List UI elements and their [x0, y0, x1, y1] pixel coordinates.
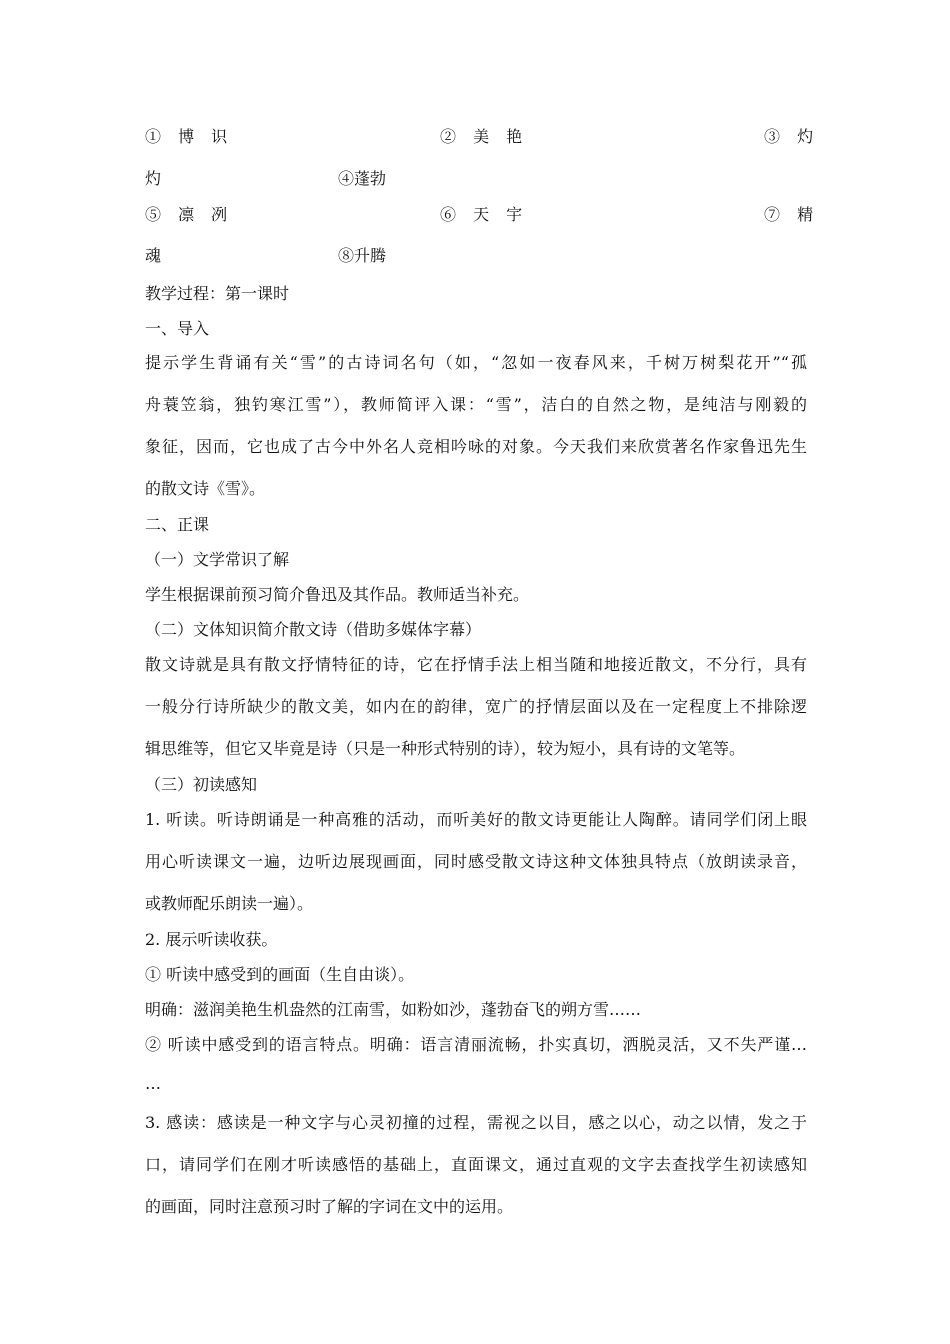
section-heading-main: 二、正课 [145, 515, 210, 534]
paragraph-line: 提示学生背诵有关“雪”的古诗词名句（如，“忽如一夜春风来，千树万树梨花开”“孤 [145, 353, 807, 372]
paragraph-line: 口，请同学们在刚才听读感悟的基础上，直面课文，通过直观的文字去查找学生初读感知 [145, 1155, 807, 1174]
paragraph-line: 2. 展示听读收获。 [145, 930, 278, 949]
paragraph-line: 散文诗就是具有散文抒情特征的诗，它在抒情手法上相当随和地接近散文，不分行，具有 [145, 655, 807, 674]
vocab-item-6: ⑥ 天 宇 [440, 205, 529, 224]
vocab-item-1: ① 博 识 [145, 127, 234, 146]
paragraph-line: 明确：滋润美艳生机盎然的江南雪，如粉如沙，蓬勃奋飞的朔方雪…… [145, 1000, 642, 1019]
vocab-item-7-cont: 魂 [145, 246, 162, 265]
paragraph-line: 的画面，同时注意预习时了解的字词在文中的运用。 [145, 1197, 514, 1216]
subsection-heading: （一）文学常识了解 [145, 550, 290, 569]
vocab-item-2: ② 美 艳 [440, 127, 529, 146]
vocab-item-5: ⑤ 凛 冽 [145, 205, 234, 224]
vocab-item-3-cont: 灼 [145, 169, 162, 188]
paragraph-line: 3. 感读：感读是一种文字与心灵初撞的过程，需视之以目，感之以心，动之以情，发之于 [145, 1113, 807, 1132]
paragraph-line: ② 听读中感受到的语言特点。明确：语言清丽流畅，扑实真切，洒脱灵活，又不失严谨… [145, 1035, 807, 1054]
paragraph-line: 一般分行诗所缺少的散文美，如内在的韵律，宽广的抒情层面以及在一定程度上不排除逻 [145, 697, 807, 716]
paragraph-line: 象征，因而，它也成了古今中外名人竞相吟咏的对象。今天我们来欣赏著名作家鲁迅先生 [145, 437, 807, 456]
section-heading-intro: 一、导入 [145, 319, 210, 338]
paragraph-line: ① 听读中感受到的画面（生自由谈）。 [145, 965, 415, 984]
paragraph-line: 辑思维等，但它又毕竟是诗（只是一种形式特别的诗），较为短小，具有诗的文笔等。 [145, 739, 746, 758]
paragraph-line: … [145, 1074, 161, 1093]
subsection-heading: （三）初读感知 [145, 775, 258, 794]
paragraph-line: 舟蓑笠翁，独钓寒江雪”），教师简评入课：“雪”，洁白的自然之物，是纯洁与刚毅的 [145, 395, 807, 414]
section-heading-process: 教学过程：第一课时 [145, 284, 290, 303]
subsection-heading: （二）文体知识简介散文诗（借助多媒体字幕） [145, 620, 482, 639]
paragraph-line: 学生根据课前预习简介鲁迅及其作品。教师适当补充。 [145, 585, 530, 604]
vocab-item-4: ④蓬勃 [338, 169, 387, 188]
vocab-item-3: ③ 灼 [764, 127, 820, 146]
paragraph-line: 用心听读课文一遍，边听边展现画面，同时感受散文诗这种文体独具特点（放朗读录音， [145, 852, 807, 871]
paragraph-line: 的散文诗《雪》。 [145, 479, 266, 498]
paragraph-line: 1. 听读。听诗朗诵是一种高雅的活动，而听美好的散文诗更能让人陶醉。请同学们闭上眼 [145, 810, 807, 829]
paragraph-line: 或教师配乐朗读一遍）。 [145, 894, 314, 913]
vocab-item-7: ⑦ 精 [764, 205, 820, 224]
vocab-item-8: ⑧升腾 [338, 246, 387, 265]
